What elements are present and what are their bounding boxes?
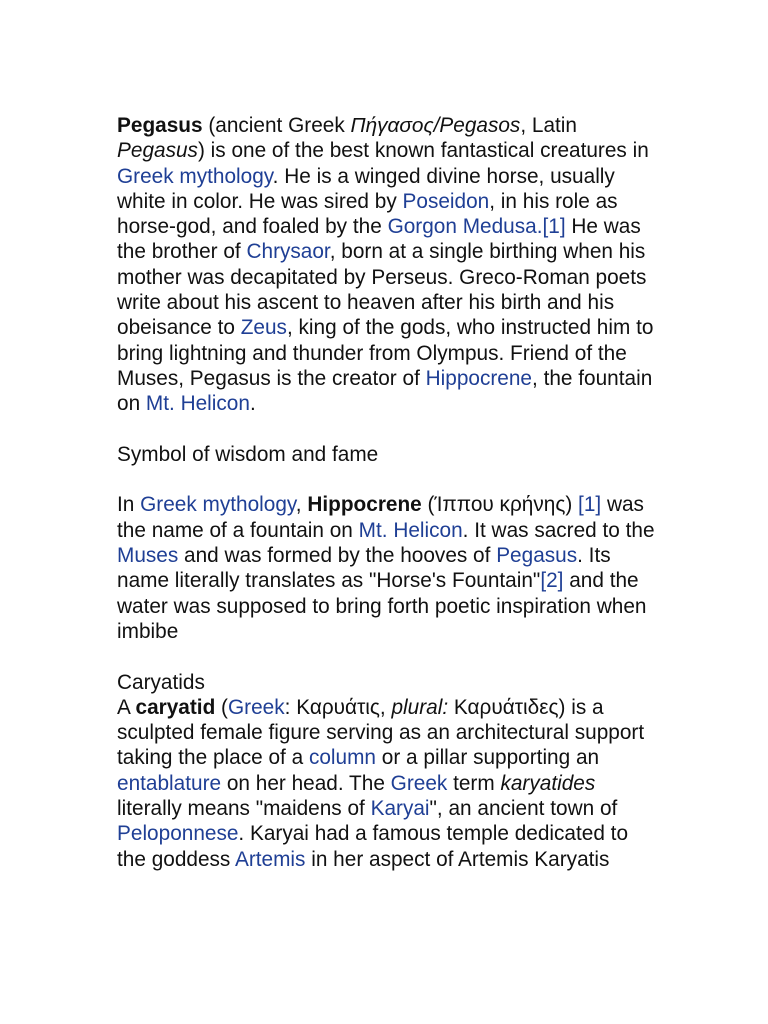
- hippocrene-paragraph: [117, 492, 657, 644]
- karyatides-term: karyatides: [500, 771, 596, 795]
- caryatids-heading: Caryatids: [117, 670, 205, 694]
- link-artemis[interactable]: Artemis: [234, 847, 306, 871]
- paragraph-gap: [117, 467, 657, 492]
- text-run: and the water was supposed to bring forth poetic inspiration when imbibe: [117, 569, 647, 643]
- text-run: term: [447, 771, 501, 795]
- text-run: , in his role as horse-god, and foaled by the: [117, 189, 618, 239]
- pegasus-paragraph: [117, 113, 657, 417]
- text-run: (: [215, 695, 228, 719]
- text-run: He was the brother of: [117, 215, 641, 264]
- text-run: .: [249, 392, 256, 416]
- caryatid-term: caryatid: [135, 695, 216, 719]
- pegasus-greek-name: Πήγασος/Pegasos: [350, 114, 521, 137]
- text-run: A: [117, 695, 136, 719]
- text-run: , born at a single birthing when his mother was decapitated by Perseus. Greco-Roman poets write about his ascent to heaven after his birth and his obeisance to: [117, 240, 647, 340]
- plural-label: plural:: [391, 695, 449, 719]
- pegasus-latin-name: Pegasus: [117, 139, 198, 163]
- text-run: or a pillar supporting an: [375, 746, 600, 770]
- text-run: was the name of a fountain on: [117, 493, 644, 542]
- link-chrysaor[interactable]: Chrysaor: [246, 240, 330, 264]
- text-run: : Καρυάτις,: [284, 695, 392, 719]
- link-ref-2[interactable]: [2]: [540, 569, 564, 593]
- text-run: and was formed by the hooves of: [178, 544, 497, 568]
- link-greek-mythology[interactable]: Greek mythology: [117, 164, 273, 188]
- text-run: literally means "maidens of: [117, 797, 371, 821]
- link-mt-helicon[interactable]: Mt. Helicon: [145, 392, 250, 416]
- text-run: , Latin: [520, 114, 577, 137]
- link-ref-1[interactable]: [1]: [578, 493, 602, 517]
- link-column[interactable]: column: [308, 746, 376, 770]
- link-pegasus[interactable]: Pegasus: [496, 544, 578, 568]
- text-run: In: [117, 493, 141, 517]
- text-run: , the fountain on: [117, 366, 653, 416]
- link-entablature[interactable]: entablature: [117, 771, 222, 795]
- paragraph-gap: [117, 417, 657, 442]
- text-run: ,: [295, 493, 308, 517]
- hippocrene-term: Hippocrene: [307, 493, 422, 517]
- text-run: . He is a winged divine horse, usually white in color. He was sired by: [117, 164, 615, 213]
- link-muses[interactable]: Muses: [117, 544, 179, 568]
- caryatid-paragraph: [117, 695, 657, 872]
- link-mt-helicon[interactable]: Mt. Helicon: [358, 518, 463, 542]
- link-zeus[interactable]: Zeus: [240, 316, 287, 340]
- link-greek[interactable]: Greek: [228, 695, 285, 719]
- text-run: . Its name literally translates as "Horse's Fountain": [117, 544, 611, 593]
- document-page: [117, 113, 657, 872]
- link-hippocrene[interactable]: Hippocrene: [425, 366, 533, 390]
- pegasus-term: Pegasus: [117, 114, 203, 137]
- text-run: . Karyai had a famous temple dedicated to the goddess: [117, 822, 629, 871]
- symbol-heading: Symbol of wisdom and fame: [117, 442, 379, 466]
- link-peloponnese[interactable]: Peloponnese: [117, 822, 239, 846]
- text-run: . It was sacred to the: [462, 518, 655, 542]
- text-run: ) is one of the best known fantastical creatures in: [197, 139, 649, 163]
- link-greek-mythology[interactable]: Greek mythology: [140, 493, 296, 517]
- text-run: ", an ancient town of: [429, 797, 618, 821]
- text-run: (ancient Greek: [202, 114, 351, 137]
- text-run: on her head. The: [221, 771, 391, 795]
- link-poseidon[interactable]: Poseidon: [402, 189, 490, 213]
- link-greek[interactable]: Greek: [390, 771, 448, 795]
- link-gorgon-medusa[interactable]: Gorgon Medusa.[1]: [387, 215, 566, 239]
- text-run: Καρυάτιδες) is a sculpted female figure serving as an architectural support taking the place of a: [117, 695, 645, 770]
- text-run: (Ίππου κρήνης): [421, 493, 579, 517]
- link-karyai[interactable]: Karyai: [370, 797, 430, 821]
- text-run: , king of the gods, who instructed him to bring lightning and thunder from Olympus. Friend of the Muses, Pegasus is the creator of: [117, 316, 654, 390]
- paragraph-gap: [117, 644, 657, 669]
- text-run: in her aspect of Artemis Karyatis: [305, 847, 610, 871]
